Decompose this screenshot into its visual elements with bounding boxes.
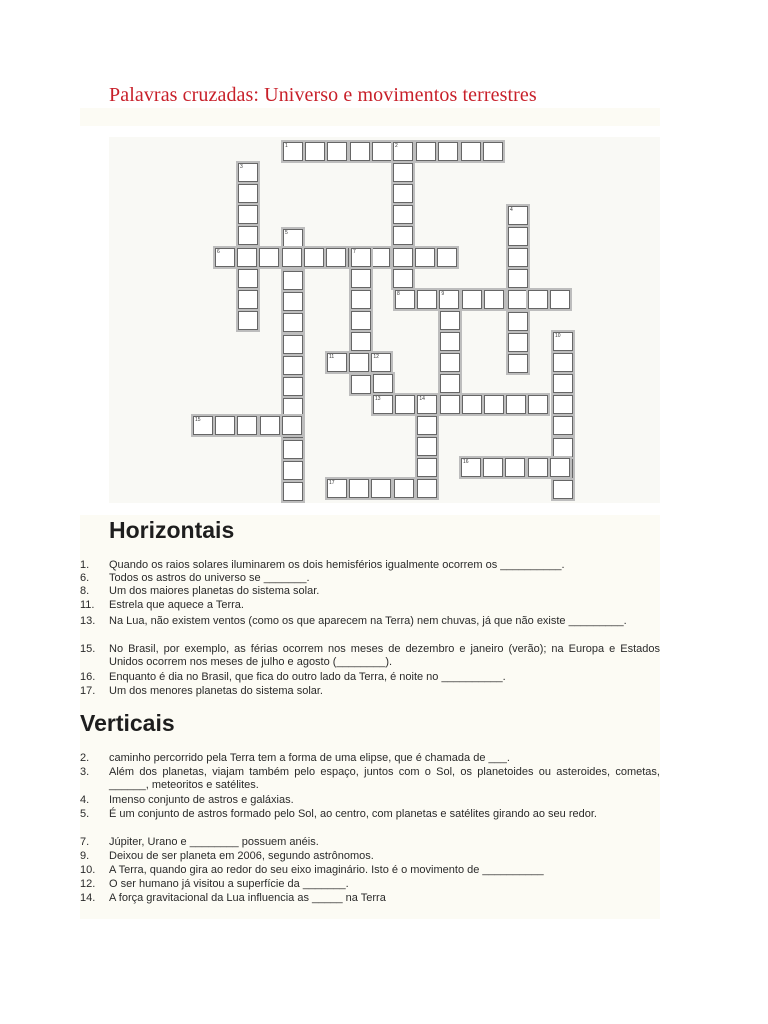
crossword-cell[interactable] (553, 416, 573, 435)
title-band (80, 108, 660, 126)
crossword-cell[interactable] (395, 290, 415, 309)
crossword-cell[interactable] (550, 290, 570, 309)
crossword-cell[interactable] (483, 458, 503, 477)
crossword-cell[interactable] (327, 479, 347, 498)
crossword-cell[interactable] (238, 290, 258, 309)
clue-h-8: 8. Um dos maiores planetas do sistema solar. (80, 585, 320, 597)
crossword-cell[interactable] (283, 482, 303, 501)
crossword-cell[interactable] (238, 205, 258, 224)
crossword-cell[interactable] (370, 248, 390, 267)
crossword-cell[interactable] (508, 312, 528, 331)
crossword-cell[interactable] (283, 271, 303, 290)
crossword-cell[interactable] (327, 353, 347, 372)
crossword-cell[interactable] (416, 142, 436, 161)
crossword-cell[interactable] (508, 354, 528, 373)
cell-number: 16 (463, 459, 469, 465)
crossword-cell[interactable] (553, 480, 573, 499)
crossword-cell[interactable] (393, 226, 413, 245)
crossword-cell[interactable] (283, 292, 303, 311)
crossword-cell[interactable] (304, 248, 324, 267)
cell-number: 1 (285, 143, 288, 149)
crossword-cell[interactable] (417, 416, 437, 435)
crossword-grid (109, 137, 660, 503)
crossword-cell[interactable] (350, 142, 370, 161)
crossword-cell[interactable] (351, 290, 371, 309)
crossword-cell[interactable] (283, 356, 303, 375)
crossword-cell[interactable] (440, 374, 460, 393)
crossword-cell[interactable] (508, 333, 528, 352)
crossword-cell[interactable] (237, 416, 257, 435)
cell-number: 9 (441, 291, 445, 297)
crossword-cell[interactable] (415, 248, 435, 267)
crossword-cell[interactable] (283, 229, 303, 248)
crossword-cell[interactable] (553, 353, 573, 372)
crossword-cell[interactable] (215, 416, 235, 435)
clue-v-14: 14. A força gravitacional da Lua influencia as _____ na Terra (80, 892, 386, 904)
crossword-cell[interactable] (553, 438, 573, 457)
crossword-cell[interactable] (372, 142, 392, 161)
crossword-cell[interactable] (351, 332, 371, 351)
crossword-cell[interactable] (553, 332, 573, 351)
crossword-cell[interactable] (528, 290, 548, 309)
crossword-cell[interactable] (283, 440, 303, 459)
crossword-cell[interactable] (528, 395, 548, 414)
crossword-cell[interactable] (440, 311, 460, 330)
crossword-cell[interactable] (484, 395, 504, 414)
crossword-cell[interactable] (193, 416, 213, 435)
crossword-cell[interactable] (550, 458, 570, 477)
clue-v-7: 7. Júpiter, Urano e ________ possuem anéis. (80, 836, 319, 848)
cell-number: 11 (329, 354, 335, 360)
crossword-cell[interactable] (283, 398, 303, 417)
crossword-cell[interactable] (283, 335, 303, 354)
crossword-cell[interactable] (327, 142, 347, 161)
crossword-cell[interactable] (461, 142, 481, 161)
crossword-cell[interactable] (393, 163, 413, 182)
crossword-cell[interactable] (417, 395, 437, 414)
crossword-cell[interactable] (394, 479, 414, 498)
crossword-cell[interactable] (440, 353, 460, 372)
cell-number: 17 (329, 480, 335, 486)
clue-h-16: 16. Enquanto é dia no Brasil, que fica do outro lado da Terra, é noite no __________. (80, 671, 506, 683)
crossword-cell[interactable] (393, 142, 413, 161)
crossword-cell[interactable] (440, 332, 460, 351)
crossword-cell[interactable] (282, 416, 302, 435)
crossword-cell[interactable] (484, 290, 504, 309)
cell-number: 15 (195, 417, 201, 423)
crossword-cell[interactable] (238, 163, 258, 182)
crossword-cell[interactable] (508, 248, 528, 267)
crossword-cell[interactable] (393, 184, 413, 203)
crossword-cell[interactable] (373, 374, 393, 393)
clue-h-15: 15. No Brasil, por exemplo, as férias ocorrem nos meses de dezembro e janeiro (verão); na Europa e Estados Unidos ocorrem nos meses de julho e agosto (________). (80, 643, 660, 669)
crossword-cell[interactable] (508, 269, 528, 288)
crossword-cell[interactable] (393, 269, 413, 288)
crossword-cell[interactable] (440, 395, 460, 414)
clue-v-12: 12. O ser humano já visitou a superfície da _______. (80, 878, 349, 890)
crossword-cell[interactable] (417, 437, 437, 456)
crossword-cell[interactable] (505, 458, 525, 477)
crossword-cell[interactable] (553, 395, 573, 414)
horizontais-heading: Horizontais (109, 517, 235, 543)
crossword-cell[interactable] (371, 353, 391, 372)
crossword-cell[interactable] (351, 248, 371, 267)
crossword-cell[interactable] (238, 226, 258, 245)
page-title: Palavras cruzadas: Universo e movimentos terrestres (109, 84, 537, 106)
crossword-cell[interactable] (417, 479, 437, 498)
clue-v-2: 2. caminho percorrido pela Terra tem a forma de uma elipse, que é chamada de ___. (80, 752, 510, 764)
crossword-cell[interactable] (260, 416, 280, 435)
cell-number: 2 (395, 143, 398, 149)
crossword-cell[interactable] (349, 479, 369, 498)
clue-h-17: 17. Um dos menores planetas do sistema solar. (80, 685, 323, 697)
clue-h-11: 11. Estrela que aquece a Terra. (80, 599, 244, 611)
crossword-cell[interactable] (437, 248, 457, 267)
crossword-cell[interactable] (508, 206, 528, 225)
crossword-cell[interactable] (238, 184, 258, 203)
cell-number: 5 (285, 230, 288, 236)
crossword-cell[interactable] (417, 290, 437, 309)
cell-number: 6 (217, 249, 220, 255)
crossword-cell[interactable] (238, 311, 258, 330)
crossword-cell[interactable] (393, 248, 413, 267)
crossword-cell[interactable] (506, 395, 526, 414)
crossword-cell[interactable] (237, 248, 257, 267)
clue-v-9: 9. Deixou de ser planeta em 2006, segundo astrônomos. (80, 850, 374, 862)
crossword-cell[interactable] (351, 311, 371, 330)
crossword-cell[interactable] (508, 290, 528, 309)
crossword-cell[interactable] (553, 374, 573, 393)
cell-number: 14 (419, 396, 425, 402)
crossword-cell[interactable] (395, 395, 415, 414)
crossword-cell[interactable] (349, 353, 369, 372)
crossword-cell[interactable] (283, 461, 303, 480)
crossword-cell[interactable] (351, 375, 371, 394)
crossword-cell[interactable] (483, 142, 503, 161)
clue-v-10: 10. A Terra, quando gira ao redor do seu eixo imaginário. Isto é o movimento de __________ (80, 864, 544, 876)
crossword-cell[interactable] (283, 377, 303, 396)
cell-number: 8 (397, 291, 400, 297)
clue-h-6: 6. Todos os astros do universo se _______. (80, 572, 310, 584)
crossword-cell[interactable] (373, 395, 393, 414)
cell-number: 7 (353, 249, 356, 255)
clue-h-1: 1. Quando os raios solares iluminarem os dois hemisférios igualmente ocorrem os __________. (80, 559, 565, 571)
crossword-cell[interactable] (462, 395, 482, 414)
crossword-cell[interactable] (371, 479, 391, 498)
clue-v-5: 5. É um conjunto de astros formado pelo Sol, ao centro, com planetas e satélites girando ao seu redor. (80, 808, 597, 820)
crossword-cell[interactable] (305, 142, 325, 161)
crossword-cell[interactable] (259, 248, 279, 267)
crossword-cell[interactable] (283, 142, 303, 161)
crossword-cell[interactable] (508, 227, 528, 246)
crossword-cell[interactable] (238, 269, 258, 288)
crossword-cell[interactable] (326, 248, 346, 267)
clue-h-13: 13. Na Lua, não existem ventos (como os que aparecem na Terra) nem chuvas, já que não existe _________. (80, 615, 627, 627)
crossword-cell[interactable] (528, 458, 548, 477)
verticais-heading: Verticais (80, 710, 175, 736)
crossword-cell[interactable] (282, 248, 302, 267)
cell-number: 10 (555, 333, 561, 339)
crossword-cell[interactable] (439, 290, 459, 309)
crossword-cell[interactable] (462, 290, 482, 309)
crossword-cell[interactable] (351, 269, 371, 288)
crossword-cell[interactable] (461, 458, 481, 477)
crossword-cell[interactable] (215, 248, 235, 267)
crossword-cell[interactable] (393, 205, 413, 224)
cell-number: 12 (373, 354, 379, 360)
cell-number: 4 (510, 207, 513, 213)
cell-number: 13 (375, 396, 381, 403)
cell-number: 3 (240, 164, 243, 170)
crossword-cell[interactable] (417, 458, 437, 477)
crossword-cell[interactable] (438, 142, 458, 161)
clue-v-3: 3. Além dos planetas, viajam também pelo espaço, juntos com o Sol, os planetoides ou asteroides, cometas, ______, meteoritos e satélites. (80, 766, 660, 792)
clue-v-4: 4. Imenso conjunto de astros e galáxias. (80, 794, 294, 806)
crossword-cell[interactable] (283, 313, 303, 332)
